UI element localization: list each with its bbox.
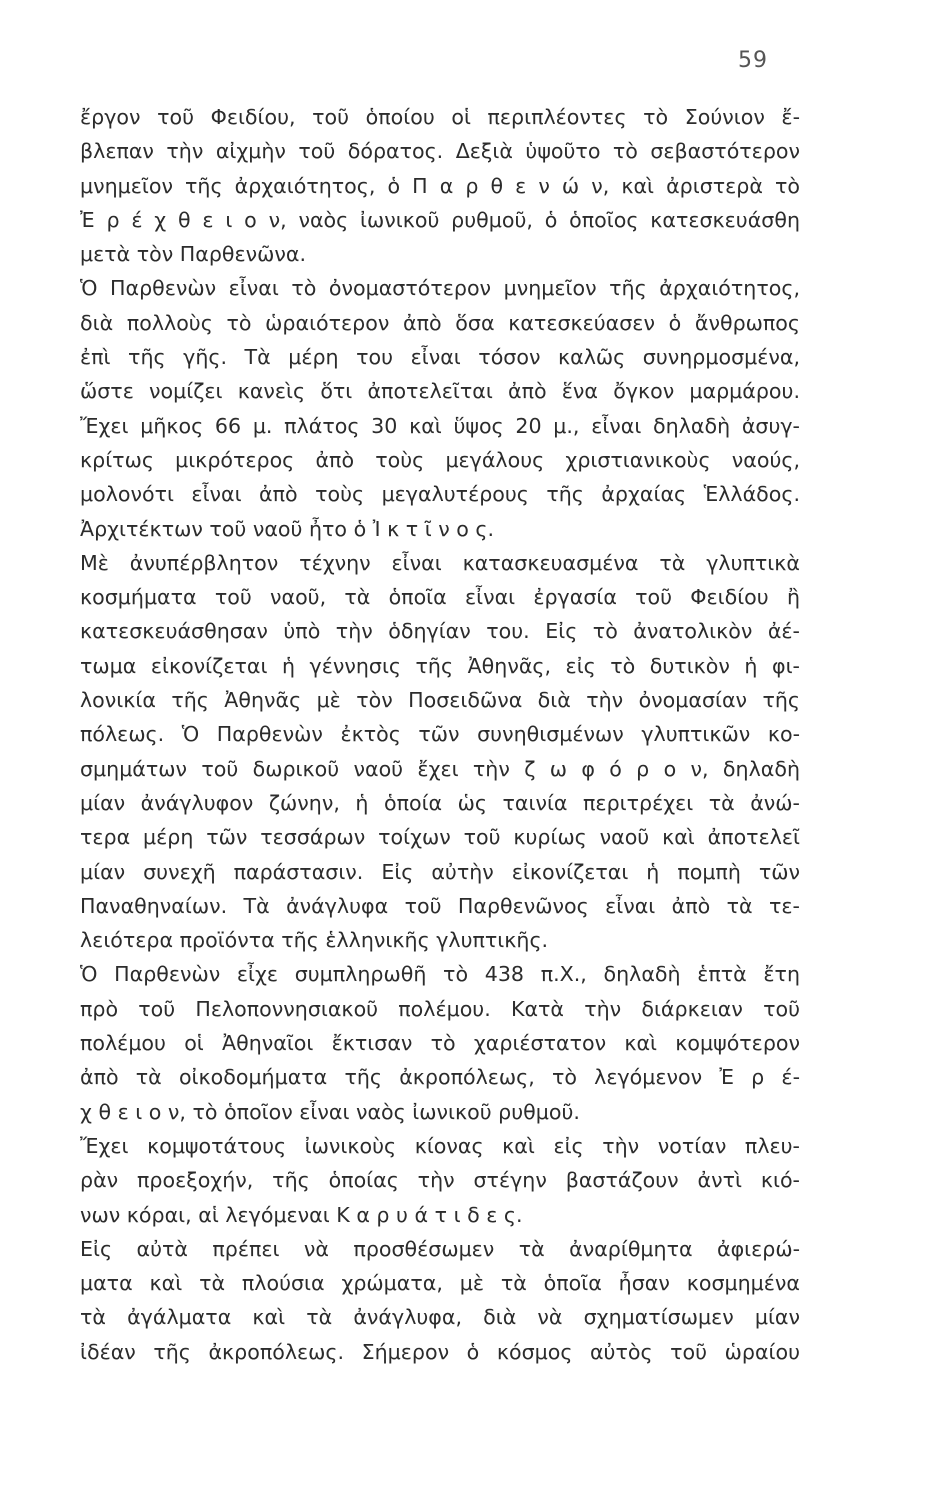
text-line: κρίτως μικρότερος ἀπὸ τοὺς μεγάλους χριστιανικοὺς ναούς,	[80, 447, 800, 472]
text-line: Μὲ ἀνυπέρβλητον τέχνην εἶναι κατασκευασμένα τὰ γλυπτικὰ	[80, 550, 800, 575]
text-line: Ὁ Παρθενὼν εἶναι τὸ ὀνομαστότερον μνημεῖον τῆς ἀρχαιότητος,	[80, 276, 800, 301]
text-line: τὰ ἀγάλματα καὶ τὰ ἀνάγλυφα, διὰ νὰ σχηματίσωμεν μίαν	[80, 1305, 800, 1330]
text-line: ἐπὶ τῆς γῆς. Τὰ μέρη του εἶναι τόσον καλῶς συνηρμοσμένα,	[80, 345, 800, 370]
text-line: Ἔχει κομψοτάτους ἰωνικοὺς κίονας καὶ εἰς τὴν νοτίαν πλευ-	[80, 1133, 800, 1158]
text-line: ἀπὸ τὰ οἰκοδομήματα τῆς ἀκροπόλεως, τὸ λεγόμενον Ἐ ρ έ-	[80, 1065, 800, 1090]
text-line: ὥστε νομίζει κανεὶς ὅτι ἀποτελεῖται ἀπὸ ἕνα ὄγκον μαρμάρου.	[80, 379, 800, 404]
body-text	[80, 100, 800, 1369]
text-line: βλεπαν τὴν αἰχμὴν τοῦ δόρατος. Δεξιὰ ὑψοῦτο τὸ σεβαστότερον	[80, 139, 800, 164]
text-line: νων κόραι, αἱ λεγόμεναι Κ α ρ υ ά τ ι δ ε ς.	[80, 1202, 523, 1227]
text-line: Ἐ ρ έ χ θ ε ι ο ν, ναὸς ἰωνικοῦ ρυθμοῦ, ὁ ὁποῖος κατεσκευάσθη	[80, 207, 800, 232]
page-number: 59	[738, 48, 768, 73]
text-line: Παναθηναίων. Τὰ ἀνάγλυφα τοῦ Παρθενῶνος εἶναι ἀπὸ τὰ τε-	[80, 893, 800, 918]
text-line: κοσμήματα τοῦ ναοῦ, τὰ ὁποῖα εἶναι ἐργασία τοῦ Φειδίου ἢ	[80, 585, 800, 610]
text-line: μίαν ἀνάγλυφον ζώνην, ἡ ὁποία ὡς ταινία περιτρέχει τὰ ἀνώ-	[80, 790, 800, 815]
text-line: τωμα εἰκονίζεται ἡ γέννησις τῆς Ἀθηνᾶς, εἰς τὸ δυτικὸν ἡ φι-	[80, 653, 800, 678]
text-line: πρὸ τοῦ Πελοποννησιακοῦ πολέμου. Κατὰ τὴν διάρκειαν τοῦ	[80, 996, 800, 1021]
text-line: ματα καὶ τὰ πλούσια χρώματα, μὲ τὰ ὁποῖα ἦσαν κοσμημένα	[80, 1271, 800, 1296]
text-line: πολέμου οἱ Ἀθηναῖοι ἔκτισαν τὸ χαριέστατον καὶ κομψότερον	[80, 1031, 800, 1056]
text-line: τερα μέρη τῶν τεσσάρων τοίχων τοῦ κυρίως ναοῦ καὶ ἀποτελεῖ	[80, 825, 800, 850]
text-line: χ θ ε ι ο ν, τὸ ὁποῖον εἶναι ναὸς ἰωνικοῦ ρυθμοῦ.	[80, 1099, 580, 1124]
text-line: Ἀρχιτέκτων τοῦ ναοῦ ἦτο ὁ Ἰ κ τ ῖ ν ο ς.	[80, 516, 495, 541]
text-line: μετὰ τὸν Παρθενῶνα.	[80, 242, 307, 267]
text-line: Ὁ Παρθενὼν εἶχε συμπληρωθῆ τὸ 438 π.Χ., δηλαδὴ ἑπτὰ ἔτη	[80, 962, 800, 987]
text-line: πόλεως. Ὁ Παρθενὼν ἐκτὸς τῶν συνηθισμένων γλυπτικῶν κο-	[80, 722, 800, 747]
text-line: ἰδέαν τῆς ἀκροπόλεως. Σήμερον ὁ κόσμος αὐτὸς τοῦ ὡραίου	[80, 1339, 800, 1364]
text-line: ρὰν προεξοχήν, τῆς ὁποίας τὴν στέγην βαστάζουν ἀντὶ κιό-	[80, 1168, 800, 1193]
text-line: ἔργον τοῦ Φειδίου, τοῦ ὁποίου οἱ περιπλέοντες τὸ Σούνιον ἔ-	[80, 105, 800, 129]
text-line: Εἰς αὐτὰ πρέπει νὰ προσθέσωμεν τὰ ἀναρίθμητα ἀφιερώ-	[80, 1236, 800, 1261]
text-line: μίαν συνεχῆ παράστασιν. Εἰς αὐτὴν εἰκονίζεται ἡ πομπὴ τῶν	[80, 859, 800, 884]
text-line: μολονότι εἶναι ἀπὸ τοὺς μεγαλυτέρους τῆς ἀρχαίας Ἑλλάδος.	[80, 482, 800, 507]
text-line: σμημάτων τοῦ δωρικοῦ ναοῦ ἔχει τὴν ζ ω φ ό ρ ο ν, δηλαδὴ	[80, 756, 800, 781]
text-line: Ἔχει μῆκος 66 μ. πλάτος 30 καὶ ὕψος 20 μ., εἶναι δηλαδὴ ἀσυγ-	[80, 413, 800, 438]
text-line: λειότερα προϊόντα τῆς ἑλληνικῆς γλυπτικῆς.	[80, 928, 549, 953]
text-line: λονικία τῆς Ἀθηνᾶς μὲ τὸν Ποσειδῶνα διὰ τὴν ὀνομασίαν τῆς	[80, 688, 800, 713]
text-line: διὰ πολλοὺς τὸ ὡραιότερον ἀπὸ ὅσα κατεσκεύασεν ὁ ἄνθρωπος	[80, 310, 800, 335]
text-line: μνημεῖον τῆς ἀρχαιότητος, ὁ Π α ρ θ ε ν ώ ν, καὶ ἀριστερὰ τὸ	[80, 173, 800, 198]
text-line: κατεσκευάσθησαν ὑπὸ τὴν ὁδηγίαν του. Εἰς τὸ ἀνατολικὸν ἀέ-	[80, 619, 800, 644]
